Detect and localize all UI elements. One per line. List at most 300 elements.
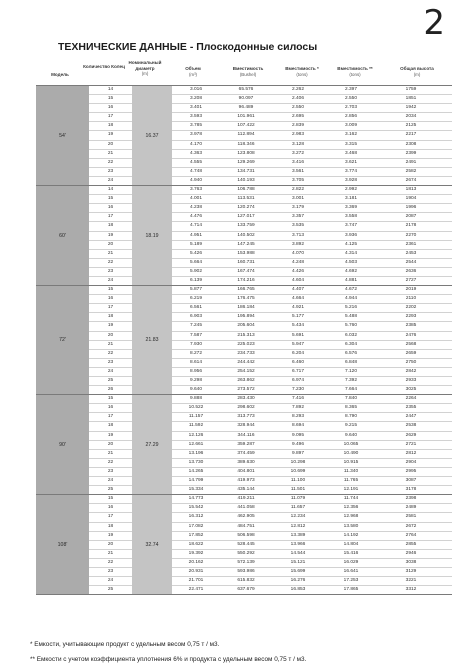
model-group [36, 185, 452, 285]
capacity-tons-cell: 7.230 [291, 387, 304, 393]
capacity-tons-cell: 16.276 [290, 578, 306, 584]
height-cell: 2933 [405, 378, 417, 383]
capacity-tons-cell: 4.921 [291, 305, 304, 311]
capacity-tons-cell: 3.001 [291, 196, 304, 202]
table-row [36, 322, 452, 331]
height-cell: 3038 [405, 559, 417, 565]
rings-cell: 21 [107, 450, 114, 456]
capacity-compacted-cell: 6.848 [344, 359, 357, 365]
capacity-bushel-cell: 90.097 [238, 96, 254, 102]
height-cell: 2399 [405, 150, 417, 156]
volume-cell: 4.363 [189, 150, 202, 156]
table-row [36, 350, 452, 359]
rings-cell: 23 [107, 359, 114, 365]
capacity-compacted-cell: 6.576 [344, 350, 357, 356]
model-label: 90' [59, 441, 66, 448]
capacity-bushel-cell: 133.759 [237, 223, 255, 229]
capacity-bushel-cell: 205.604 [237, 323, 255, 329]
header-capacity-bushel [224, 66, 272, 77]
capacity-bushel-cell: 174.216 [237, 277, 255, 283]
capacity-compacted-cell: 2.703 [344, 105, 357, 111]
rings-cell: 17 [107, 414, 114, 420]
volume-cell: 14.799 [188, 478, 204, 484]
height-cell: 2946 [405, 550, 417, 556]
header-capacity-tons-label: Вместимость * [285, 66, 319, 71]
volume-cell: 4.238 [189, 205, 202, 211]
page-number: 2 [423, 3, 445, 43]
volume-cell: 4.476 [189, 214, 202, 220]
volume-cell: 20.162 [188, 559, 204, 565]
table-row [36, 550, 452, 559]
rings-cell: 25 [107, 378, 114, 383]
diameter-label: 32.74 [145, 541, 159, 548]
capacity-compacted-cell: 7.840 [344, 396, 357, 402]
capacity-tons-cell: 4.426 [291, 268, 304, 274]
height-cell: 2125 [405, 123, 417, 129]
rings-cell: 20 [107, 141, 114, 147]
volume-cell: 15.542 [188, 505, 204, 511]
table-row [36, 377, 452, 386]
capacity-compacted-cell: 9.215 [344, 423, 357, 429]
table-row [36, 368, 452, 377]
capacity-tons-cell: 11.657 [290, 505, 306, 511]
table-row [36, 586, 452, 594]
height-cell: 2995 [405, 468, 417, 474]
rings-cell: 22 [107, 259, 114, 265]
capacity-bushel-cell: 167.474 [237, 268, 255, 274]
capacity-bushel-cell: 160.731 [237, 259, 255, 265]
table-row [36, 295, 452, 304]
height-cell: 2398 [405, 496, 417, 502]
height-cell: 2361 [405, 241, 417, 247]
capacity-tons-cell: 4.604 [291, 277, 304, 283]
capacity-compacted-cell: 11.340 [343, 468, 359, 474]
header-height [385, 66, 449, 77]
capacity-bushel-cell: 225.023 [237, 341, 255, 347]
capacity-tons-cell: 12.812 [290, 523, 306, 529]
capacity-compacted-cell: 15.416 [343, 550, 359, 556]
capacity-compacted-cell: 11.744 [343, 496, 359, 502]
rings-cell: 22 [107, 559, 114, 565]
height-cell: 1996 [405, 205, 417, 211]
table-header [36, 60, 452, 84]
diameter-label: 27.29 [145, 441, 159, 448]
height-cell: 2659 [405, 350, 417, 356]
table-row [36, 359, 452, 368]
capacity-tons-cell: 11.079 [290, 496, 306, 502]
rings-cell: 20 [107, 441, 114, 447]
capacity-compacted-cell: 4.692 [344, 268, 357, 274]
capacity-tons-cell: 15.121 [290, 559, 306, 565]
capacity-tons-cell: 2.695 [291, 114, 304, 120]
height-cell: 2538 [405, 423, 417, 429]
height-cell: 3178 [405, 487, 417, 493]
rings-cell: 18 [107, 223, 114, 229]
capacity-bushel-cell: 254.152 [237, 368, 255, 374]
height-cell: 1759 [405, 87, 417, 92]
volume-cell: 13.196 [188, 450, 204, 456]
height-cell: 2308 [405, 141, 417, 147]
table-row [36, 513, 452, 522]
capacity-compacted-cell: 11.765 [343, 478, 359, 484]
height-cell: 2727 [405, 277, 417, 283]
rings-cell: 19 [107, 532, 114, 538]
height-cell: 2447 [405, 414, 417, 420]
height-cell: 3221 [405, 578, 417, 584]
capacity-compacted-cell: 3.369 [344, 205, 357, 211]
capacity-bushel-cell: 389.630 [237, 459, 255, 465]
capacity-compacted-cell: 17.865 [343, 587, 359, 593]
capacity-compacted-cell: 2.992 [344, 187, 357, 193]
capacity-tons-cell: 3.357 [291, 214, 304, 220]
capacity-bushel-cell: 263.862 [237, 378, 255, 383]
height-cell: 2855 [405, 541, 417, 547]
capacity-compacted-cell: 7.120 [344, 368, 357, 374]
table-row [36, 168, 452, 177]
capacity-bushel-cell: 313.773 [237, 414, 255, 420]
height-cell: 2491 [405, 159, 417, 165]
capacity-bushel-cell: 344.116 [237, 432, 255, 438]
capacity-compacted-cell: 3.181 [344, 196, 357, 202]
rings-cell: 18 [107, 523, 114, 529]
volume-cell: 7.587 [189, 332, 202, 338]
model-label: 54' [59, 132, 66, 139]
volume-cell: 4.001 [189, 196, 202, 202]
volume-cell: 14.773 [188, 496, 204, 502]
capacity-bushel-cell: 120.274 [237, 205, 255, 211]
header-model: Модель [51, 72, 69, 77]
capacity-tons-cell: 4.664 [291, 296, 304, 302]
capacity-tons-cell: 16.853 [290, 587, 306, 593]
height-cell: 2293 [405, 314, 417, 320]
rings-cell: 15 [107, 396, 114, 402]
volume-cell: 5.902 [189, 268, 202, 274]
model-column-shade [36, 495, 89, 594]
capacity-tons-cell: 9.095 [291, 432, 304, 438]
table-row [36, 404, 452, 413]
table-row [36, 277, 452, 285]
capacity-bushel-cell: 593.986 [237, 568, 255, 574]
capacity-bushel-cell: 118.346 [237, 141, 255, 147]
capacity-bushel-cell: 134.731 [237, 168, 255, 174]
capacity-tons-cell: 3.561 [291, 168, 304, 174]
rings-cell: 16 [107, 105, 114, 111]
rings-cell: 20 [107, 541, 114, 547]
volume-cell: 19.392 [188, 550, 204, 556]
height-cell: 2764 [405, 532, 417, 538]
capacity-bushel-cell: 147.245 [237, 241, 255, 247]
capacity-compacted-cell: 3.936 [344, 232, 357, 238]
footnote-2: ** Емкости с учетом коэффициента уплотнения 6% и продукта с удельным весом 0,75 т / м3. [30, 656, 307, 663]
rings-cell: 23 [107, 568, 114, 574]
capacity-tons-cell: 2.262 [291, 87, 304, 92]
rings-cell: 16 [107, 296, 114, 302]
capacity-bushel-cell: 359.287 [237, 441, 255, 447]
capacity-compacted-cell: 3.162 [344, 132, 357, 138]
diameter-column-shade [132, 286, 172, 394]
table-row [36, 250, 452, 259]
capacity-tons-cell: 3.705 [291, 177, 304, 183]
table-row [36, 386, 452, 394]
volume-cell: 3.016 [189, 87, 202, 92]
capacity-compacted-cell: 4.672 [344, 287, 357, 293]
volume-cell: 5.664 [189, 259, 202, 265]
volume-cell: 7.930 [189, 341, 202, 347]
height-cell: 3087 [405, 478, 417, 484]
model-column-shade [36, 286, 89, 394]
table-row [36, 131, 452, 140]
capacity-tons-cell: 2.406 [291, 96, 304, 102]
table-row [36, 241, 452, 250]
volume-cell: 18.622 [188, 541, 204, 547]
capacity-bushel-cell: 101.961 [237, 114, 255, 120]
capacity-tons-cell: 5.691 [291, 332, 304, 338]
capacity-tons-cell: 4.070 [291, 250, 304, 256]
height-cell: 2672 [405, 523, 417, 529]
table-row [36, 568, 452, 577]
table-row [36, 141, 452, 150]
volume-cell: 13.730 [188, 459, 204, 465]
capacity-compacted-cell: 6.032 [344, 332, 357, 338]
table-row [36, 395, 452, 404]
capacity-compacted-cell: 16.029 [343, 559, 359, 565]
capacity-bushel-cell: 140.502 [237, 232, 255, 238]
capacity-tons-cell: 5.434 [291, 323, 304, 329]
volume-cell: 17.852 [188, 532, 204, 538]
volume-cell: 15.334 [188, 487, 204, 493]
model-column-shade [36, 86, 89, 185]
rings-cell: 15 [107, 496, 114, 502]
height-cell: 1813 [405, 187, 417, 193]
header-volume-unit: (m³) [188, 71, 198, 77]
model-column-shade [36, 395, 89, 494]
capacity-bushel-cell: 244.442 [237, 359, 255, 365]
height-cell: 2721 [405, 441, 417, 447]
diameter-column-shade [132, 86, 172, 185]
volume-cell: 9.298 [189, 378, 202, 383]
table-row [36, 559, 452, 568]
model-group [36, 394, 452, 494]
rings-cell: 25 [107, 487, 114, 493]
table-row [36, 232, 452, 241]
capacity-compacted-cell: 7.664 [344, 387, 357, 393]
capacity-compacted-cell: 3.928 [344, 177, 357, 183]
rings-cell: 15 [107, 96, 114, 102]
capacity-bushel-cell: 419.211 [237, 496, 255, 502]
rings-cell: 15 [107, 196, 114, 202]
capacity-bushel-cell: 550.292 [237, 550, 255, 556]
volume-cell: 4.555 [189, 159, 202, 165]
capacity-bushel-cell: 637.679 [237, 587, 255, 593]
volume-cell: 12.126 [188, 432, 204, 438]
volume-cell: 11.592 [188, 423, 204, 429]
table-row [36, 286, 452, 295]
rings-cell: 17 [107, 214, 114, 220]
rings-cell: 20 [107, 241, 114, 247]
model-column-shade [36, 186, 89, 285]
capacity-compacted-cell: 3.747 [344, 223, 357, 229]
rings-cell: 21 [107, 341, 114, 347]
capacity-tons-cell: 4.248 [291, 259, 304, 265]
capacity-compacted-cell: 13.580 [343, 523, 359, 529]
header-volume-label: Объем [185, 66, 201, 71]
height-cell: 2568 [405, 341, 417, 347]
height-cell: 2636 [405, 268, 417, 274]
capacity-bushel-cell: 506.598 [237, 532, 255, 538]
table-row [36, 304, 452, 313]
capacity-bushel-cell: 374.459 [237, 450, 255, 456]
capacity-bushel-cell: 404.801 [237, 468, 255, 474]
capacity-tons-cell: 13.966 [290, 541, 306, 547]
capacity-bushel-cell: 153.988 [237, 250, 255, 256]
volume-cell: 6.561 [189, 305, 202, 311]
capacity-compacted-cell: 4.314 [344, 250, 357, 256]
capacity-tons-cell: 12.234 [290, 514, 306, 520]
table-row [36, 523, 452, 532]
height-cell: 2270 [405, 232, 417, 238]
diameter-label: 16.37 [145, 132, 159, 139]
table-row [36, 450, 452, 459]
volume-cell: 4.170 [189, 141, 202, 147]
capacity-compacted-cell: 14.192 [343, 532, 359, 538]
capacity-bushel-cell: 615.832 [237, 578, 255, 584]
capacity-tons-cell: 2.550 [291, 105, 304, 111]
capacity-bushel-cell: 186.184 [237, 305, 255, 311]
rings-cell: 19 [107, 323, 114, 329]
capacity-compacted-cell: 4.503 [344, 259, 357, 265]
height-cell: 2385 [405, 323, 417, 329]
volume-cell: 14.265 [188, 468, 204, 474]
capacity-compacted-cell: 2.550 [344, 96, 357, 102]
table-row [36, 486, 452, 494]
capacity-tons-cell: 9.897 [291, 450, 304, 456]
capacity-bushel-cell: 129.269 [237, 159, 255, 165]
capacity-compacted-cell: 14.804 [343, 541, 359, 547]
volume-cell: 21.701 [188, 578, 204, 584]
height-cell: 2544 [405, 259, 417, 265]
height-cell: 2476 [405, 332, 417, 338]
height-cell: 2629 [405, 432, 417, 438]
header-capacity-bushel-unit: (Bushel) [239, 71, 257, 77]
capacity-bushel-cell: 140.193 [237, 177, 255, 183]
table-row [36, 413, 452, 422]
capacity-tons-cell: 14.544 [290, 550, 306, 556]
header-diameter-unit: (m) [141, 71, 149, 77]
capacity-tons-cell: 3.179 [291, 205, 304, 211]
model-label: 108' [57, 541, 68, 548]
capacity-compacted-cell: 12.356 [343, 505, 359, 511]
rings-cell: 21 [107, 150, 114, 156]
capacity-bushel-cell: 283.430 [237, 396, 255, 402]
volume-cell: 3.785 [189, 123, 202, 129]
table-row [36, 495, 452, 504]
table-row [36, 86, 452, 95]
header-diameter-label: Номинальный диаметр [128, 60, 162, 71]
header-capacity-compacted-label: Вместимость ** [337, 66, 373, 71]
capacity-compacted-cell: 16.641 [343, 568, 359, 574]
capacity-tons-cell: 4.407 [291, 287, 304, 293]
height-cell: 2489 [405, 505, 417, 511]
volume-cell: 8.614 [189, 359, 202, 365]
volume-cell: 8.272 [189, 350, 202, 356]
table-row [36, 150, 452, 159]
model-group [36, 494, 452, 595]
height-cell: 2034 [405, 114, 417, 120]
rings-cell: 24 [107, 478, 114, 484]
capacity-compacted-cell: 2.397 [344, 87, 357, 92]
capacity-bushel-cell: 107.422 [237, 123, 255, 129]
capacity-compacted-cell: 12.968 [343, 514, 359, 520]
table-row [36, 195, 452, 204]
height-cell: 2750 [405, 359, 417, 365]
table-row [36, 204, 452, 213]
height-cell: 2904 [405, 459, 417, 465]
height-cell: 3025 [405, 387, 417, 393]
model-label: 72' [59, 337, 66, 344]
capacity-tons-cell: 7.892 [291, 405, 304, 411]
capacity-bushel-cell: 96.489 [238, 105, 254, 111]
rings-cell: 24 [107, 177, 114, 183]
volume-cell: 22.471 [188, 587, 204, 593]
capacity-tons-cell: 2.839 [291, 123, 304, 129]
capacity-tons-cell: 10.699 [290, 468, 306, 474]
capacity-tons-cell: 3.416 [291, 159, 304, 165]
volume-cell: 4.940 [189, 177, 202, 183]
volume-cell: 8.956 [189, 368, 202, 374]
capacity-compacted-cell: 17.253 [343, 578, 359, 584]
rings-cell: 24 [107, 277, 114, 283]
capacity-tons-cell: 6.717 [291, 368, 304, 374]
volume-cell: 9.888 [189, 396, 202, 402]
diameter-label: 21.83 [145, 337, 159, 344]
volume-cell: 3.401 [189, 105, 202, 111]
rings-cell: 17 [107, 514, 114, 520]
height-cell: 3312 [405, 587, 417, 593]
capacity-bushel-cell: 234.733 [237, 350, 255, 356]
capacity-tons-cell: 6.974 [291, 378, 304, 383]
volume-cell: 11.157 [188, 414, 204, 420]
page-title: ТЕХНИЧЕСКИЕ ДАННЫЕ - Плоскодонные силосы [58, 41, 318, 53]
capacity-tons-cell: 5.947 [291, 341, 304, 347]
header-height-unit: (m) [413, 71, 421, 77]
capacity-compacted-cell: 4.944 [344, 296, 357, 302]
rings-cell: 24 [107, 368, 114, 374]
capacity-tons-cell: 3.535 [291, 223, 304, 229]
table-row [36, 477, 452, 486]
capacity-bushel-cell: 484.751 [237, 523, 255, 529]
table-row [36, 313, 452, 322]
volume-cell: 3.978 [189, 132, 202, 138]
capacity-tons-cell: 5.177 [291, 314, 304, 320]
rings-cell: 18 [107, 123, 114, 129]
table-row [36, 422, 452, 431]
capacity-bushel-cell: 328.944 [237, 423, 255, 429]
rings-cell: 19 [107, 232, 114, 238]
table-row [36, 577, 452, 586]
capacity-bushel-cell: 127.017 [237, 214, 255, 220]
capacity-compacted-cell: 3.468 [344, 150, 357, 156]
rings-cell: 23 [107, 468, 114, 474]
volume-cell: 10.522 [188, 405, 204, 411]
table-row [36, 122, 452, 131]
capacity-compacted-cell: 8.790 [344, 414, 357, 420]
capacity-compacted-cell: 6.304 [344, 341, 357, 347]
capacity-bushel-cell: 528.445 [237, 541, 255, 547]
height-cell: 3129 [405, 568, 417, 574]
table-row [36, 186, 452, 195]
capacity-compacted-cell: 5.216 [344, 305, 357, 311]
rings-cell: 19 [107, 432, 114, 438]
